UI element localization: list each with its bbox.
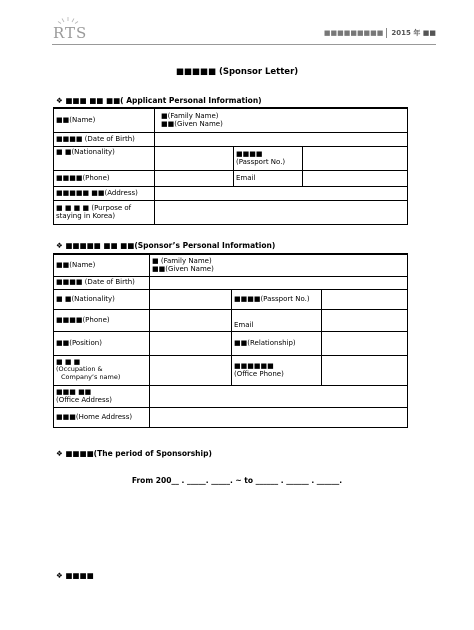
sponsor-relationship-field[interactable] <box>322 331 408 355</box>
sponsor-given-name-label: ■■(Given Name) <box>152 265 214 274</box>
sponsor-office-address-field[interactable] <box>150 385 408 407</box>
sponsor-office-phone-label-line1: ■■■■■■ <box>234 361 274 370</box>
sponsor-occupation-label-line3: Company’s name) <box>61 373 121 382</box>
header-divider <box>52 44 436 45</box>
applicant-email-field[interactable] <box>303 170 408 186</box>
sponsor-occupation-field[interactable] <box>150 355 232 385</box>
sponsor-office-phone-field[interactable] <box>322 355 408 385</box>
sponsor-position-field[interactable] <box>150 331 232 355</box>
applicant-email-label: Email <box>234 170 303 186</box>
sponsor-passport-label: ■■■■(Passport No.) <box>232 289 322 309</box>
header-organization: ■■■■■■■■■ <box>323 29 384 37</box>
applicant-passport-field[interactable] <box>303 146 408 170</box>
sponsor-occupation-label <box>54 355 150 385</box>
applicant-dob-field[interactable] <box>155 132 408 146</box>
sponsor-office-phone-label <box>232 355 322 385</box>
sponsor-dob-field[interactable] <box>150 276 408 289</box>
sponsor-office-phone-label-line2: (Office Phone) <box>234 370 284 378</box>
document-title: ■■■■■ (Sponsor Letter) <box>175 67 299 77</box>
sponsor-phone-label: ■■■■(Phone) <box>54 309 150 331</box>
sponsor-name-field[interactable] <box>150 254 408 276</box>
header-year: 2015 年 ■■ <box>386 28 436 38</box>
sponsor-email-label: Email <box>232 309 322 331</box>
logo-text: RTS <box>53 24 88 42</box>
applicant-name-label: ■■(Name) <box>54 108 155 132</box>
sponsor-occupation-label-line2: (Occupation & <box>56 365 103 374</box>
sponsor-passport-field[interactable] <box>322 289 408 309</box>
sponsor-home-address-label: ■■■(Home Address) <box>54 407 150 427</box>
applicant-address-field[interactable] <box>155 186 408 200</box>
sponsor-relationship-label: ■■(Relationship) <box>232 331 322 355</box>
applicant-name-field[interactable] <box>155 108 408 132</box>
period-section-title: ❖ ■■■■(The period of Sponsorship) <box>56 449 212 458</box>
applicant-purpose-label <box>54 200 155 224</box>
applicant-purpose-label-line2: staying in Korea) <box>56 212 116 220</box>
applicant-purpose-field[interactable] <box>155 200 408 224</box>
applicant-passport-label <box>234 146 303 170</box>
sponsor-dob-label: ■■■■ (Date of Birth) <box>54 276 150 289</box>
applicant-phone-label: ■■■■(Phone) <box>54 170 155 186</box>
sponsor-office-address-label-line1: ■■■ ■■ <box>56 387 92 396</box>
sponsor-office-address-label <box>54 385 150 407</box>
applicant-address-label: ■■■■■ ■■(Address) <box>54 186 155 200</box>
sponsor-nationality-label: ■ ■(Nationality) <box>54 289 150 309</box>
sponsor-info-table <box>53 253 408 428</box>
applicant-passport-label-line1: ■■■■ <box>236 149 263 158</box>
document-header <box>324 28 436 38</box>
sponsor-office-address-label-line2: (Office Address) <box>56 396 112 404</box>
sponsor-family-name-label: ■ (Family Name) <box>152 256 212 265</box>
applicant-purpose-label-line1: ■ ■ ■ ■ (Purpose of <box>56 203 132 212</box>
applicant-passport-label-line2: (Passport No.) <box>236 158 286 166</box>
applicant-nationality-label: ■ ■(Nationality) <box>54 146 155 170</box>
sponsor-name-label: ■■(Name) <box>54 254 150 276</box>
applicant-phone-field[interactable] <box>155 170 234 186</box>
sponsor-section-title: ❖ ■■■■■ ■■ ■■(Sponsor’s Personal Information) <box>56 241 276 250</box>
footer-section-title: ❖ ■■■■ <box>56 571 94 580</box>
applicant-dob-label: ■■■■ (Date of Birth) <box>54 132 155 146</box>
applicant-nationality-field[interactable] <box>155 146 234 170</box>
applicant-section-title: ❖ ■■■ ■■ ■■( Applicant Personal Information) <box>56 96 262 105</box>
applicant-family-name-label: ■(Family Name) <box>161 111 219 120</box>
applicant-info-table <box>53 107 408 225</box>
sponsor-phone-field[interactable] <box>150 309 232 331</box>
sponsor-email-field[interactable] <box>322 309 408 331</box>
sponsor-home-address-field[interactable] <box>150 407 408 427</box>
sponsor-nationality-field[interactable] <box>150 289 232 309</box>
sponsor-occupation-label-line1: ■ ■ ■ <box>56 358 81 366</box>
applicant-given-name-label: ■■(Given Name) <box>161 120 223 129</box>
period-line[interactable]: From 200__ . _____. _____. ~ to ______ . ______ . ______. <box>131 476 343 485</box>
sponsor-position-label: ■■(Position) <box>54 331 150 355</box>
